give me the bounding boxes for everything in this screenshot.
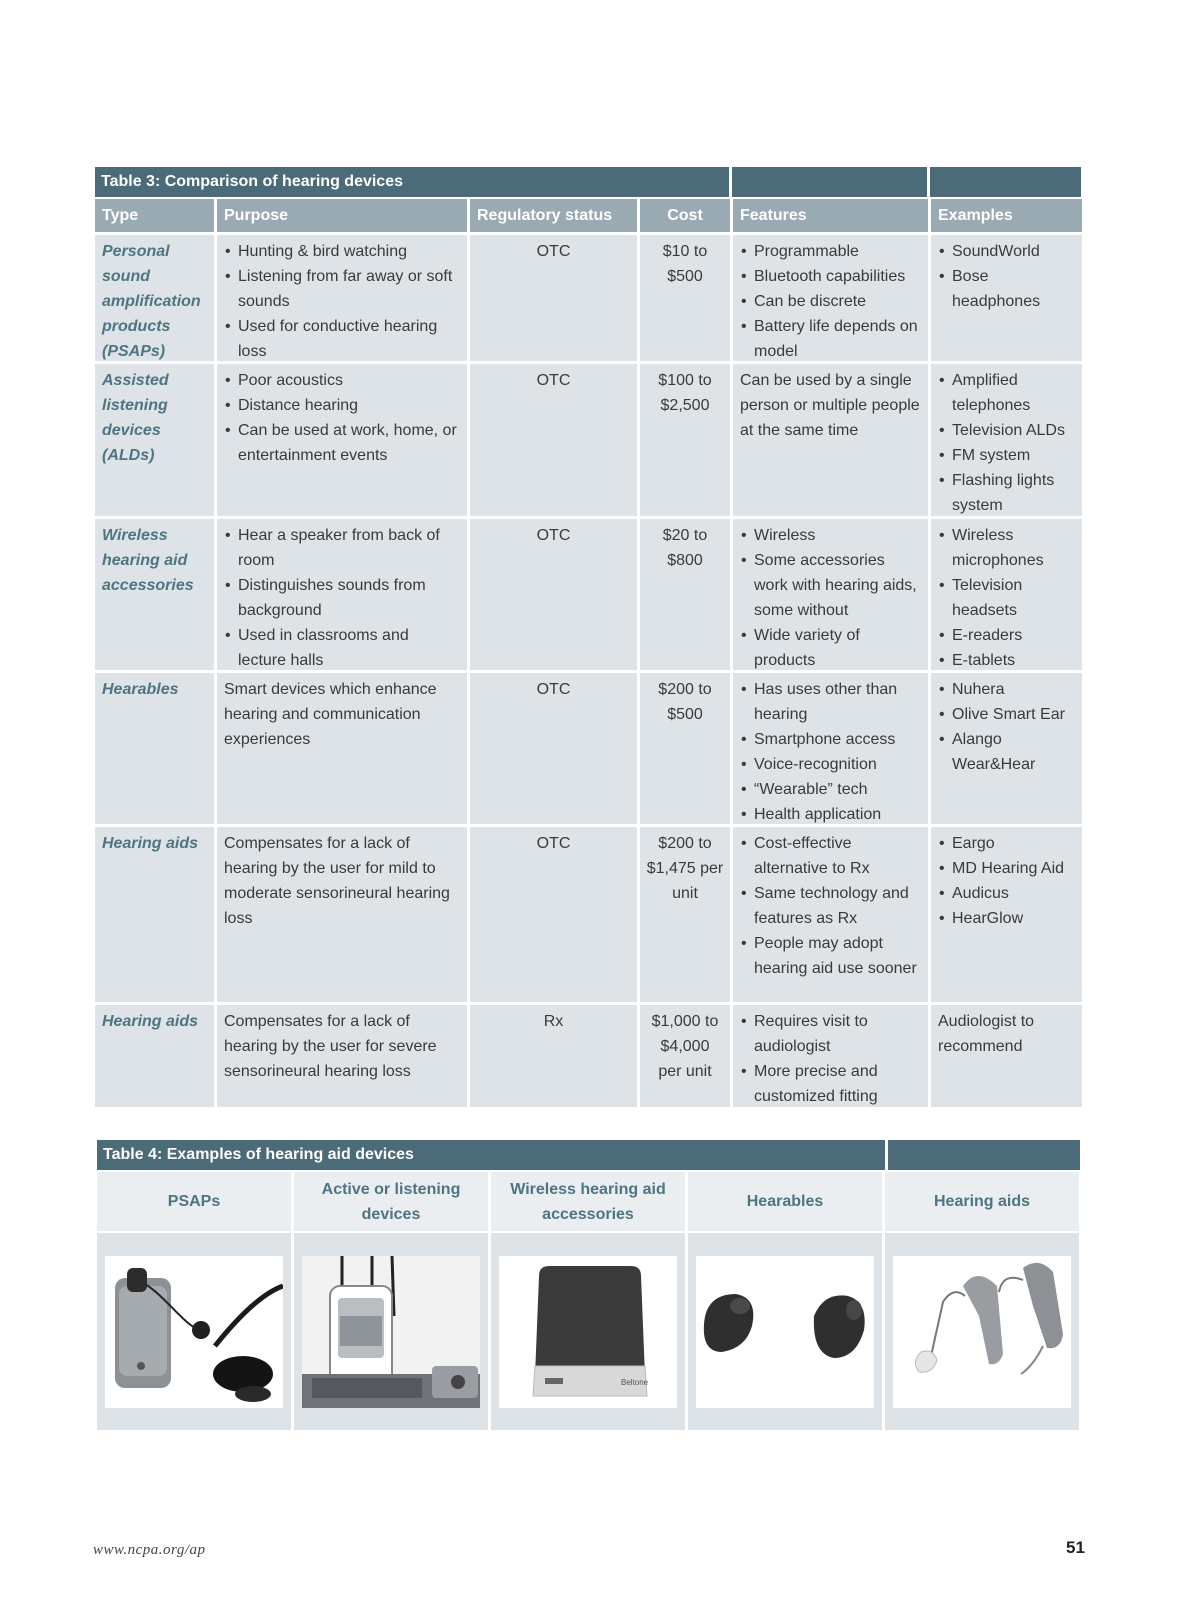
row-examples (931, 519, 1082, 670)
row-purpose (217, 364, 467, 516)
header-listening-devices: Active or listening devices (294, 1172, 488, 1231)
row-type: Personal sound amplification products (PSAPs) (95, 235, 214, 361)
list-item: • Hear a speaker from back of room (224, 523, 460, 573)
list-item: • Has uses other than hearing (740, 677, 921, 727)
row-features (733, 673, 928, 824)
list-item: • Alango Wear&Hear (938, 727, 1075, 777)
header-regulatory-status: Regulatory status (470, 199, 637, 232)
row-regulatory: OTC (470, 519, 637, 670)
row-features (733, 1005, 928, 1107)
list-item: • Wireless (740, 523, 921, 548)
list-item: • Can be discrete (740, 289, 921, 314)
header-examples: Examples (931, 199, 1082, 232)
row-regulatory: OTC (470, 673, 637, 824)
list-item: • Olive Smart Ear (938, 702, 1075, 727)
list-item: • Distinguishes sounds from background (224, 573, 460, 623)
list-item: • Wireless microphones (938, 523, 1075, 573)
list-item: • Listening from far away or soft sounds (224, 264, 460, 314)
row-purpose: Compensates for a lack of hearing by the user for mild to moderate sensorineural hearing loss (217, 827, 467, 1002)
table-4-header-row (97, 1172, 1080, 1231)
list-item: • Eargo (938, 831, 1075, 856)
list-item: • Requires visit to audiologist (740, 1009, 921, 1059)
table-row (95, 1005, 1082, 1107)
row-cost: $200 to $1,475 per unit (640, 827, 730, 1002)
list-item: • Amplified telephones (938, 368, 1075, 418)
row-type: Assisted listening devices (ALDs) (95, 364, 214, 516)
listening-device-image (302, 1256, 480, 1408)
list-item: • Voice-recognition (740, 752, 921, 777)
table-4 (97, 1140, 1080, 1430)
row-examples: Audiologist to recommend (931, 1005, 1082, 1107)
row-cost: $200 to $500 (640, 673, 730, 824)
row-cost: $10 to $500 (640, 235, 730, 361)
table-row (95, 519, 1082, 670)
list-item: • Television headsets (938, 573, 1075, 623)
psap-device-image (105, 1256, 283, 1408)
row-purpose: Smart devices which enhance hearing and communication experiences (217, 673, 467, 824)
row-purpose (217, 235, 467, 361)
list-item: • HearGlow (938, 906, 1075, 931)
list-item: • Bluetooth capabilities (740, 264, 921, 289)
row-regulatory: OTC (470, 364, 637, 516)
row-features (733, 519, 928, 670)
table-3-title-row (95, 167, 1082, 197)
list-item: • Distance hearing (224, 393, 460, 418)
row-features (733, 827, 928, 1002)
row-regulatory: Rx (470, 1005, 637, 1107)
list-item: • Programmable (740, 239, 921, 264)
list-item: • Can be used at work, home, or entertainment events (224, 418, 460, 468)
list-item: • “Wearable” tech (740, 777, 921, 802)
list-item: • E-tablets (938, 648, 1075, 673)
wireless-accessory-image (499, 1256, 677, 1408)
header-cost: Cost (640, 199, 730, 232)
row-examples (931, 827, 1082, 1002)
row-cost: $20 to $800 (640, 519, 730, 670)
list-item: • Used in classrooms and lecture halls (224, 623, 460, 673)
header-type: Type (95, 199, 214, 232)
row-regulatory: OTC (470, 827, 637, 1002)
table-row (95, 235, 1082, 361)
row-features (733, 235, 928, 361)
footer-url[interactable]: www.ncpa.org/ap (93, 1542, 206, 1558)
header-features: Features (733, 199, 928, 232)
list-item: • Health application (740, 802, 921, 827)
list-item: • Nuhera (938, 677, 1075, 702)
list-item: • Television ALDs (938, 418, 1075, 443)
table-row (95, 364, 1082, 516)
list-item: • Bose headphones (938, 264, 1075, 314)
header-psaps: PSAPs (97, 1172, 291, 1231)
table-4-title-row (97, 1140, 1080, 1170)
list-item: • Cost-effective alternative to Rx (740, 831, 921, 881)
header-hearables: Hearables (688, 1172, 882, 1231)
list-item: • More precise and customized fitting (740, 1059, 921, 1109)
row-examples (931, 673, 1082, 824)
list-item: • Used for conductive hearing loss (224, 314, 460, 364)
row-purpose (217, 519, 467, 670)
list-item: • MD Hearing Aid (938, 856, 1075, 881)
row-examples (931, 364, 1082, 516)
row-examples (931, 235, 1082, 361)
list-item: • Flashing lights system (938, 468, 1075, 518)
header-wireless-accessories: Wireless hearing aid accessories (491, 1172, 685, 1231)
row-type: Wireless hearing aid accessories (95, 519, 214, 670)
page-number: 51 (1066, 1538, 1085, 1557)
list-item: • Same technology and features as Rx (740, 881, 921, 931)
row-regulatory: OTC (470, 235, 637, 361)
list-item: • Hunting & bird watching (224, 239, 460, 264)
header-purpose: Purpose (217, 199, 467, 232)
table-3-header-row (95, 199, 1082, 232)
row-type: Hearables (95, 673, 214, 824)
hearables-image (696, 1256, 874, 1408)
list-item: • Battery life depends on model (740, 314, 921, 364)
row-purpose: Compensates for a lack of hearing by the user for severe sensorineural hearing loss (217, 1005, 467, 1107)
list-item: • Some accessories work with hearing aids, some without (740, 548, 921, 623)
hearing-aids-image (893, 1256, 1071, 1408)
header-hearing-aids: Hearing aids (885, 1172, 1079, 1231)
table-4-title: Table 4: Examples of hearing aid devices (97, 1140, 885, 1170)
row-cost: $1,000 to $4,000 per unit (640, 1005, 730, 1107)
row-cost: $100 to $2,500 (640, 364, 730, 516)
table-4-image-row (97, 1233, 1080, 1430)
table-3 (95, 167, 1082, 1107)
row-type: Hearing aids (95, 827, 214, 1002)
table-3-title: Table 3: Comparison of hearing devices (95, 167, 729, 197)
list-item: • Wide variety of products (740, 623, 921, 673)
list-item: • SoundWorld (938, 239, 1075, 264)
list-item: • FM system (938, 443, 1075, 468)
list-item: • Poor acoustics (224, 368, 460, 393)
list-item: • Audicus (938, 881, 1075, 906)
row-features: Can be used by a single person or multiple people at the same time (733, 364, 928, 516)
list-item: • Smartphone access (740, 727, 921, 752)
brand-mark: Beltone (621, 1378, 649, 1387)
list-item: • E-readers (938, 623, 1075, 648)
list-item: • People may adopt hearing aid use sooner (740, 931, 921, 981)
table-row (95, 827, 1082, 1002)
row-type: Hearing aids (95, 1005, 214, 1107)
table-row (95, 673, 1082, 824)
